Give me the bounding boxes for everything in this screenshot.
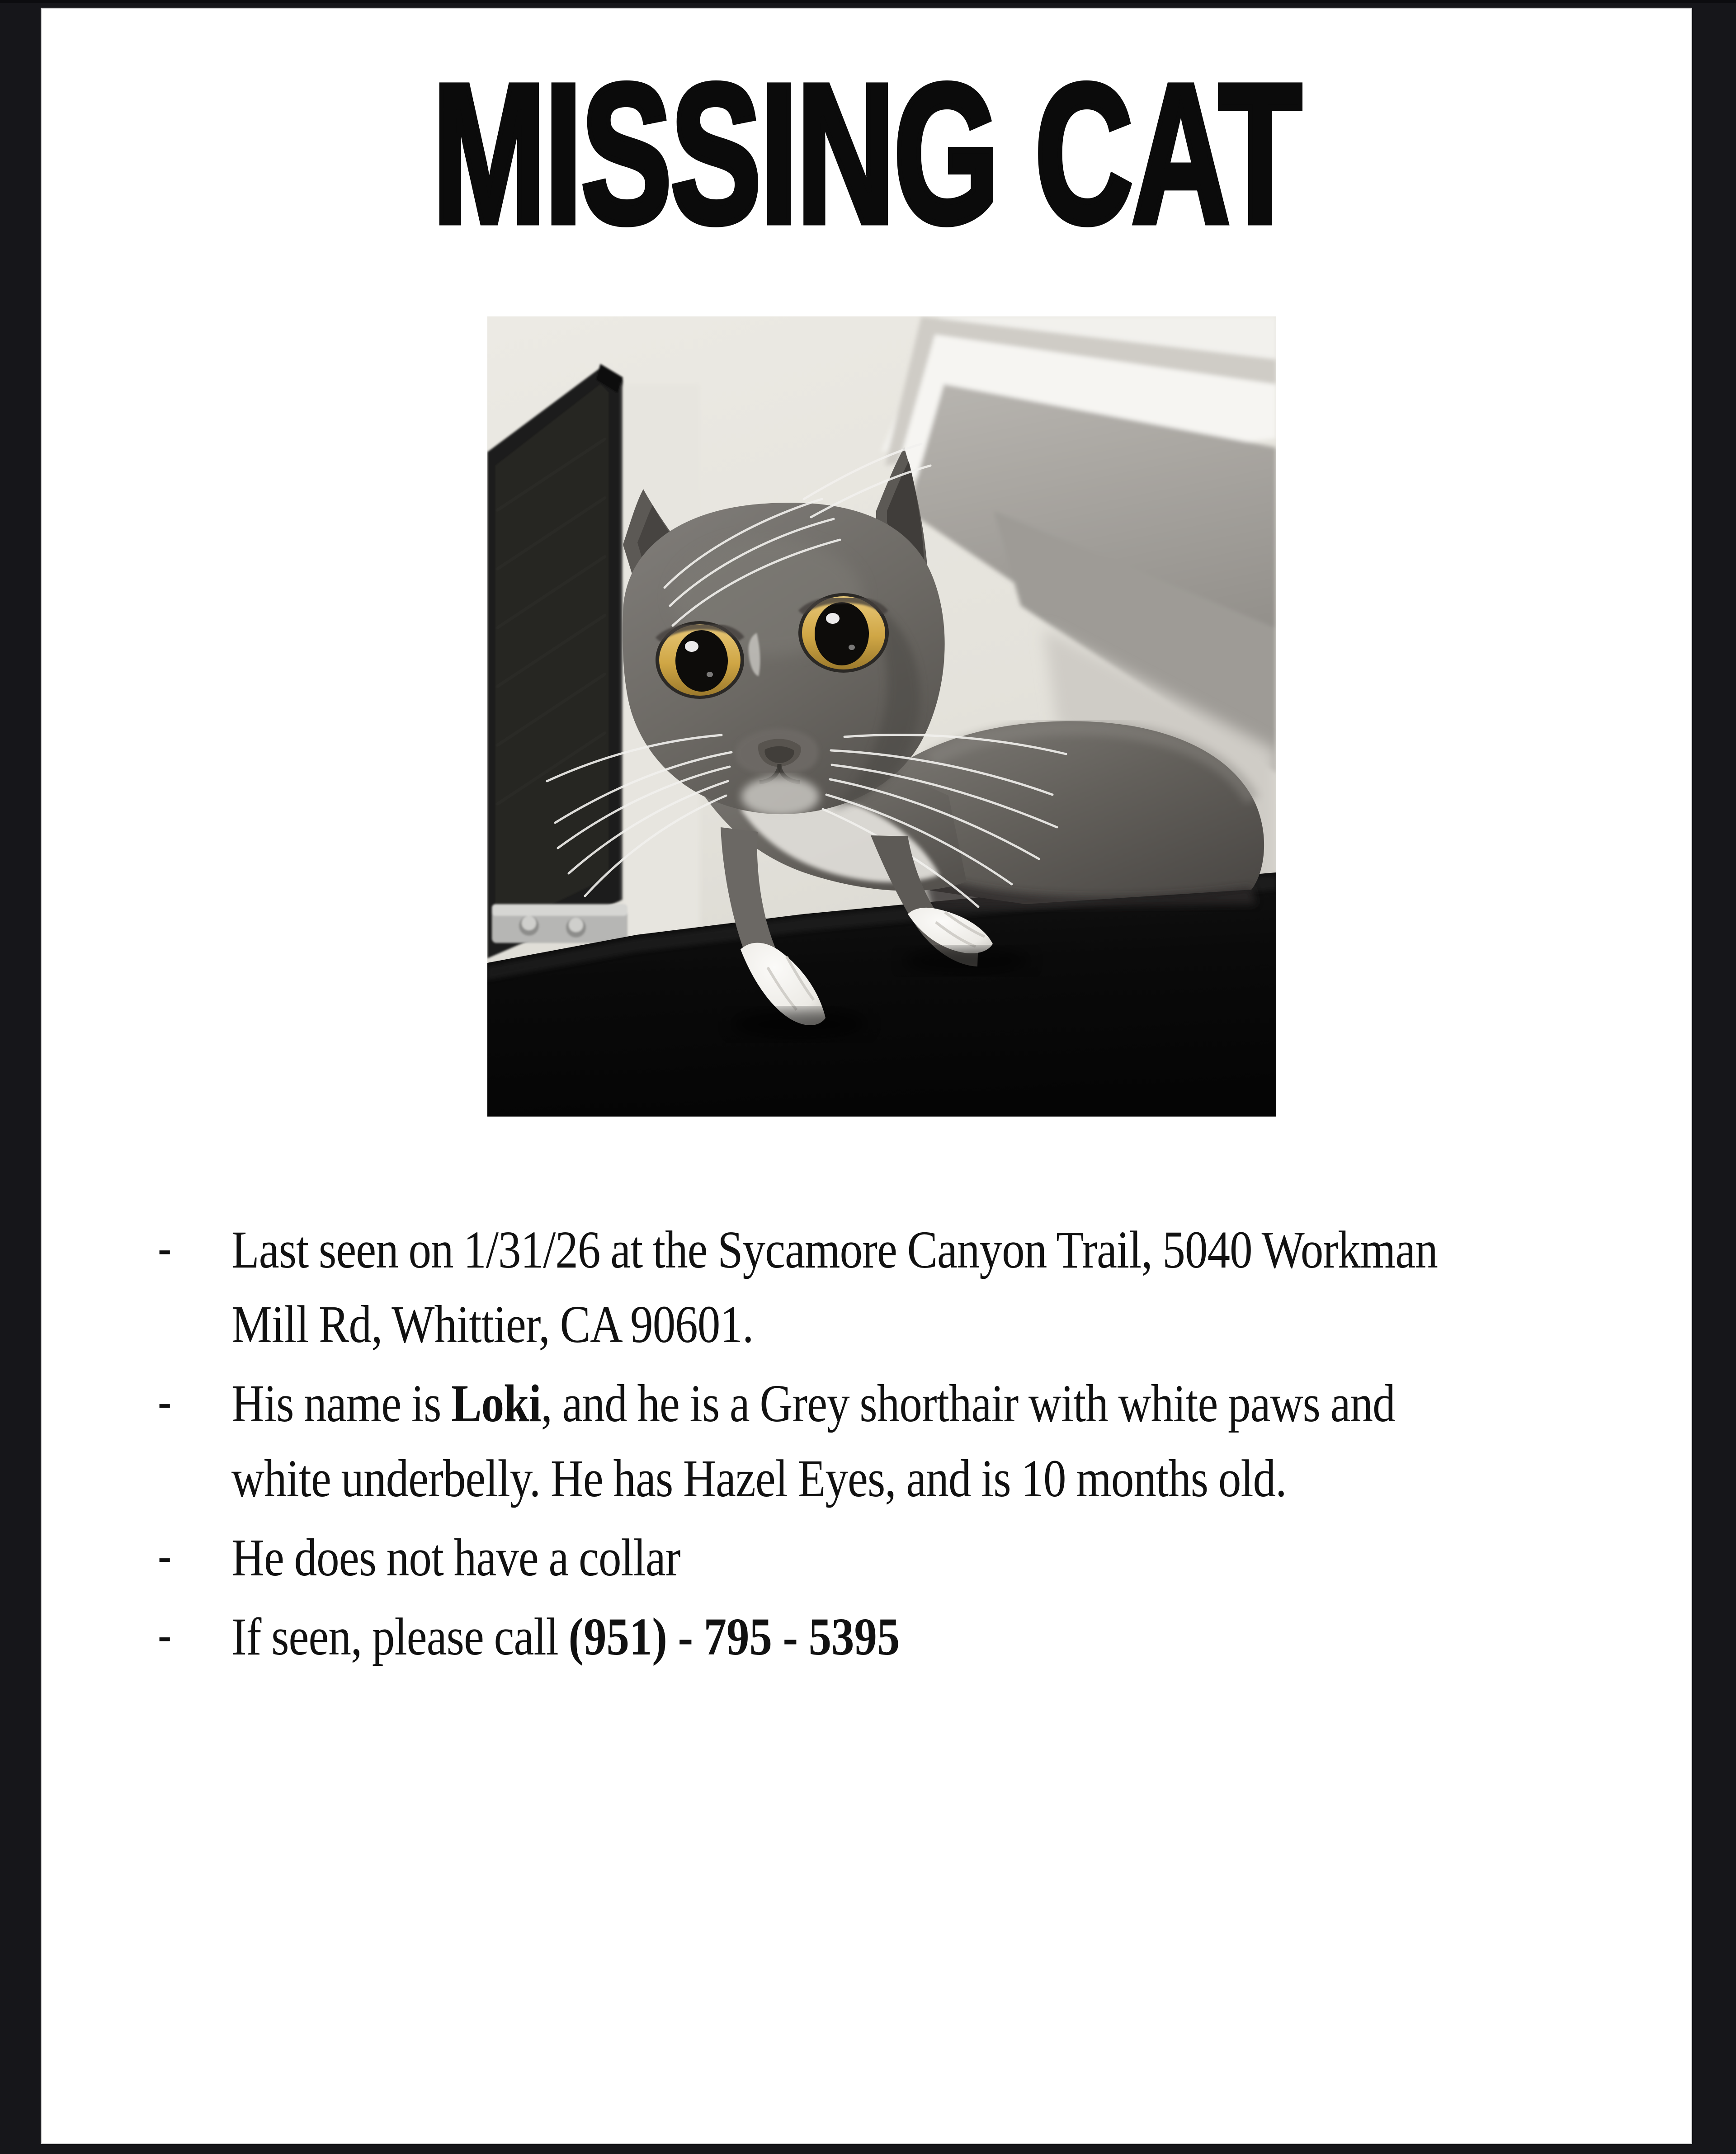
detail-contact bbox=[231, 1599, 1451, 1674]
detail-last-seen bbox=[231, 1212, 1451, 1362]
page-title: MISSING CAT bbox=[432, 43, 1301, 265]
detail-text-segment: If seen, please call bbox=[231, 1607, 569, 1666]
detail-text-segment: , and he is a Grey shorthair with white paws and white underbelly. He has Hazel Eyes, and is 10 months old. bbox=[231, 1374, 1395, 1508]
cat-photo-illustration bbox=[487, 316, 1276, 1117]
contact-phone-number: (951) - 795 - 5395 bbox=[568, 1607, 900, 1666]
detail-text-segment: He does not have a collar bbox=[231, 1527, 680, 1587]
detail-text-segment: Last seen on 1/31/26 at the Sycamore Canyon Trail, 5040 Workman Mill Rd, Whittier, CA 90601. bbox=[231, 1220, 1438, 1354]
bullet-dash-icon: - bbox=[158, 1373, 172, 1430]
bullet-dash-icon: - bbox=[158, 1606, 172, 1663]
list-item bbox=[153, 1599, 1658, 1674]
cat-name: Loki bbox=[451, 1374, 541, 1433]
detail-description bbox=[231, 1366, 1451, 1515]
bullet-dash-icon: - bbox=[158, 1220, 172, 1276]
poster-sheet bbox=[42, 9, 1691, 2143]
poster-title-container bbox=[42, 43, 1691, 265]
detail-text-segment: His name is bbox=[231, 1374, 452, 1433]
details-list bbox=[153, 1212, 1658, 1678]
bullet-dash-icon: - bbox=[158, 1527, 172, 1584]
list-item bbox=[153, 1520, 1658, 1595]
cat-photo bbox=[487, 316, 1276, 1117]
list-item bbox=[153, 1212, 1658, 1362]
detail-collar bbox=[231, 1520, 1451, 1595]
list-item bbox=[153, 1366, 1658, 1515]
